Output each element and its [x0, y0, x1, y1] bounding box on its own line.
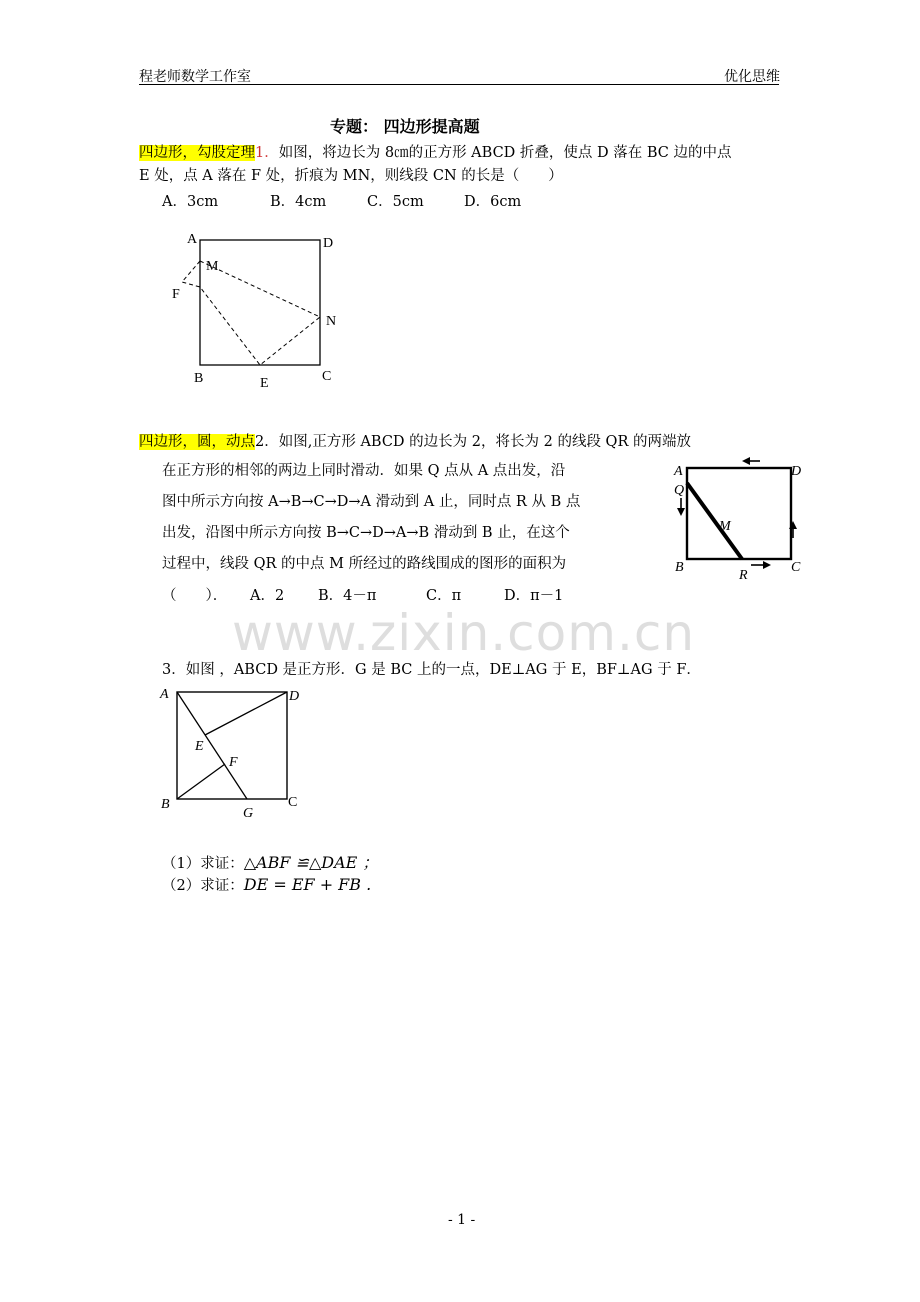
- q3-part1-expr: △ABF ≌△DAE ；: [243, 853, 379, 872]
- q3-label-b: B: [161, 797, 170, 812]
- q2-paren: （ ）．: [162, 588, 228, 604]
- q2-answer-row: [162, 584, 227, 605]
- q3-part2-label: （2）求证：: [162, 878, 244, 894]
- watermark: www.zixin.com.cn: [232, 604, 696, 662]
- q2-figure: [665, 455, 815, 585]
- q1-option-c: C．5cm: [367, 194, 424, 210]
- q1-number: 1．: [255, 145, 279, 161]
- q3-label-c: C: [288, 795, 298, 810]
- q3-line-bf: [177, 764, 225, 799]
- q2-label-c: C: [791, 560, 801, 575]
- q3-part1-label: （1）求证：: [162, 856, 244, 872]
- q2-text-line2: 在正方形的相邻的两边上同时滑动．如果 Q 点从 A 点出发，沿: [162, 463, 566, 479]
- q2-text-line5: 过程中，线段 QR 的中点 M 所经过的路线围成的图形的面积为: [162, 556, 567, 572]
- q1-label-a: A: [187, 232, 198, 247]
- q1-label-c: C: [322, 369, 332, 384]
- q3-line-ag: [177, 692, 247, 799]
- q3-label-e: E: [195, 739, 204, 754]
- page-title: 专题： 四边形提高题: [330, 117, 480, 136]
- q1-text-line1: 如图，将边长为 8㎝的正方形 ABCD 折叠，使点 D 落在 BC 边的中点: [278, 145, 732, 161]
- q3-part1: [162, 850, 378, 873]
- q2-tag: 四边形，圆，动点: [139, 434, 255, 450]
- q3-part2-expr: DE = EF + FB .: [243, 875, 372, 894]
- q1-label-e: E: [260, 376, 269, 391]
- q2-label-a: A: [674, 464, 683, 479]
- q3-square: [177, 692, 287, 799]
- q3-label-f: F: [229, 755, 238, 770]
- q3-label-g: G: [243, 806, 254, 821]
- q2-label-q: Q: [674, 483, 685, 498]
- q2-label-d: D: [791, 464, 802, 479]
- q1-option-d: D．6cm: [464, 194, 522, 210]
- q2-arrow-bottom-head: [763, 561, 771, 569]
- q3-label-a: A: [160, 687, 169, 702]
- q2-option-d: D．π－1: [504, 588, 564, 604]
- q3-line-de: [205, 692, 287, 735]
- q2-option-a: A．2: [250, 588, 285, 604]
- q2-square: [687, 468, 791, 559]
- page-number: - 1 -: [448, 1212, 476, 1228]
- q2-text-line1: 2．如图,正方形 ABCD 的边长为 2，将长为 2 的线段 QR 的两端放: [255, 434, 691, 450]
- q2-label-m: M: [719, 519, 731, 534]
- q1-label-d: D: [323, 236, 334, 251]
- q1-tag: 四边形，勾股定理: [139, 145, 255, 161]
- q2-label-r: R: [739, 568, 748, 583]
- q1-label-m: M: [206, 259, 219, 274]
- q3-intro: 3．如图 ，ABCD 是正方形．G 是 BC 上的一点，DE⊥AG 于 E，BF⊥AG 于 F．: [162, 662, 701, 678]
- q1-label-b: B: [194, 371, 204, 386]
- q3-figure: [155, 682, 315, 822]
- header-left: 程老师数学工作室: [139, 69, 251, 85]
- q1-option-b: B．4cm: [270, 194, 327, 210]
- q1-label-f: F: [172, 287, 180, 302]
- q2-line1: [139, 430, 691, 451]
- q2-text-line3: 图中所示方向按 A→B→C→D→A 滑动到 A 止，同时点 R 从 B 点: [162, 494, 581, 510]
- q2-option-b: B．4－π: [318, 588, 377, 604]
- q1-figure: [160, 225, 360, 395]
- q2-arrow-top-head: [742, 457, 750, 465]
- q1-text-line2: E 处，点 A 落在 F 处，折痕为 MN，则线段 CN 的长是（ ）: [139, 168, 563, 184]
- q1-fold-lines: [182, 261, 320, 365]
- q2-text-line4: 出发，沿图中所示方向按 B→C→D→A→B 滑动到 B 止，在这个: [162, 525, 570, 541]
- q1-label-n: N: [326, 314, 337, 329]
- header-right: 优化思维: [724, 69, 780, 85]
- q3-label-d: D: [289, 689, 300, 704]
- q1-option-a: A．3cm: [162, 194, 219, 210]
- q1-line1: [139, 141, 731, 162]
- header-rule: [139, 84, 779, 85]
- q2-arrow-left-head: [677, 508, 685, 516]
- q2-segment-qr: [687, 483, 742, 559]
- q2-option-c: C．π: [426, 588, 462, 604]
- q2-label-b: B: [675, 560, 684, 575]
- q3-part2: [162, 874, 371, 895]
